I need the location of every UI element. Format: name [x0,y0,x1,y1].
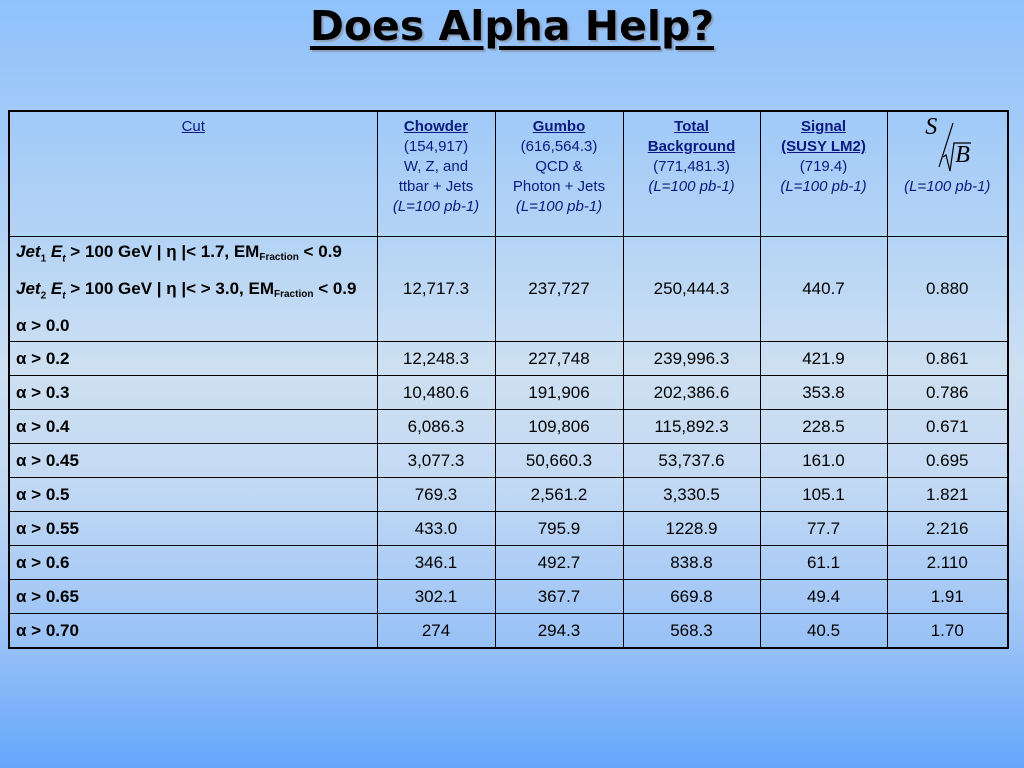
s-over-sqrt-b-formula [917,114,977,177]
chowder-cell: 6,086.3 [377,410,495,444]
total-count: (771,481.3) [653,158,730,175]
alpha-cut-line: α > 0.0 [16,316,70,336]
chowder-cell: 769.3 [377,478,495,512]
cut-cell: α > 0.70 [9,614,377,648]
signal-cell: 40.5 [760,614,887,648]
jet2-cut-line: Jet$_2$ $E_t > 100$ GeV | η |< > 3.0, EMFraction < 0.9 [16,278,357,302]
total-cell: 838.8 [623,546,760,580]
jet1-cut-line: Jet$_1$ $E_t > 100$ GeV | η |< 1.7, EMFraction < 0.9 [16,241,342,264]
signal-cell: 77.7 [760,512,887,546]
ratio-cell: 2.216 [887,512,1008,546]
table-header-row [9,111,1008,236]
ratio-cell: 0.861 [887,342,1008,376]
ratio-cell: 1.91 [887,580,1008,614]
cut-flow-table [8,110,1009,649]
header-chowder [377,111,495,236]
table-row [9,546,1008,580]
cut-cell: α > 0.6 [9,546,377,580]
table-row [9,376,1008,410]
header-significance [887,111,1008,236]
gumbo-count: (616,564.3) [520,138,598,155]
cut-cell: α > 0.5 [9,478,377,512]
total-cell: 202,386.6 [623,376,760,410]
signal-cell: 61.1 [760,546,887,580]
gumbo-cell: 109,806 [495,410,623,444]
chowder-cell: 274 [377,614,495,648]
chowder-cell: 12,717.3 [377,236,495,342]
ratio-cell: 0.786 [887,376,1008,410]
ratio-cell: 2.110 [887,546,1008,580]
cut-cell: α > 0.45 [9,444,377,478]
ratio-cell: 0.671 [887,410,1008,444]
chowder-cell: 3,077.3 [377,444,495,478]
cut-cell: α > 0.55 [9,512,377,546]
total-name2: Background [647,138,736,155]
header-cut [9,111,377,236]
gumbo-cell: 227,748 [495,342,623,376]
chowder-name: Chowder [403,118,469,135]
total-cell: 3,330.5 [623,478,760,512]
header-total-background [623,111,760,236]
table-row [9,512,1008,546]
chowder-cell: 433.0 [377,512,495,546]
total-cell: 53,737.6 [623,444,760,478]
total-cell: 239,996.3 [623,342,760,376]
table-row [9,342,1008,376]
ratio-lumi: (L=100 pb-1) [904,178,991,195]
signal-count: (719.4) [799,158,848,175]
cut-cell: α > 0.4 [9,410,377,444]
chowder-desc2: ttbar + Jets [398,178,474,195]
gumbo-desc1: QCD & [535,158,583,175]
cut-cell: α > 0.2 [9,342,377,376]
gumbo-cell: 2,561.2 [495,478,623,512]
signal-name: Signal [800,118,846,135]
gumbo-cell: 367.7 [495,580,623,614]
gumbo-cell: 50,660.3 [495,444,623,478]
total-cell: 115,892.3 [623,410,760,444]
gumbo-cell: 795.9 [495,512,623,546]
header-signal [760,111,887,236]
base-cut-cell [9,236,377,342]
table-row [9,580,1008,614]
cut-cell: α > 0.65 [9,580,377,614]
cut-cell: α > 0.3 [9,376,377,410]
chowder-cell: 10,480.6 [377,376,495,410]
chowder-cell: 302.1 [377,580,495,614]
signal-cell: 49.4 [760,580,887,614]
gumbo-name: Gumbo [532,118,586,135]
signal-cell: 440.7 [760,236,887,342]
total-lumi: (L=100 pb-1) [648,178,735,195]
total-cell: 1228.9 [623,512,760,546]
ratio-cell: 0.695 [887,444,1008,478]
formula-s: S [925,114,938,140]
signal-lumi: (L=100 pb-1) [780,178,867,195]
gumbo-cell: 294.3 [495,614,623,648]
table-row [9,410,1008,444]
ratio-cell: 0.880 [887,236,1008,342]
table-row [9,236,1008,342]
gumbo-cell: 191,906 [495,376,623,410]
chowder-cell: 346.1 [377,546,495,580]
table-row [9,478,1008,512]
table-row [9,444,1008,478]
signal-cell: 228.5 [760,410,887,444]
header-cut-label: Cut [181,118,205,135]
gumbo-desc2: Photon + Jets [512,178,606,195]
total-cell: 568.3 [623,614,760,648]
signal-cell: 161.0 [760,444,887,478]
chowder-desc1: W, Z, and [403,158,469,175]
table-row [9,614,1008,648]
gumbo-cell: 237,727 [495,236,623,342]
gumbo-cell: 492.7 [495,546,623,580]
ratio-cell: 1.821 [887,478,1008,512]
signal-cell: 353.8 [760,376,887,410]
total-cell: 250,444.3 [623,236,760,342]
chowder-count: (154,917) [403,138,469,155]
formula-b: B [955,142,970,168]
ratio-cell: 1.70 [887,614,1008,648]
page-title: Does Alpha Help? [309,2,715,50]
signal-cell: 421.9 [760,342,887,376]
header-gumbo [495,111,623,236]
total-cell: 669.8 [623,580,760,614]
signal-cell: 105.1 [760,478,887,512]
chowder-cell: 12,248.3 [377,342,495,376]
total-name1: Total [674,118,709,135]
signal-model: (SUSY LM2) [781,138,866,155]
chowder-lumi: (L=100 pb-1) [392,198,480,215]
gumbo-lumi: (L=100 pb-1) [515,198,603,215]
